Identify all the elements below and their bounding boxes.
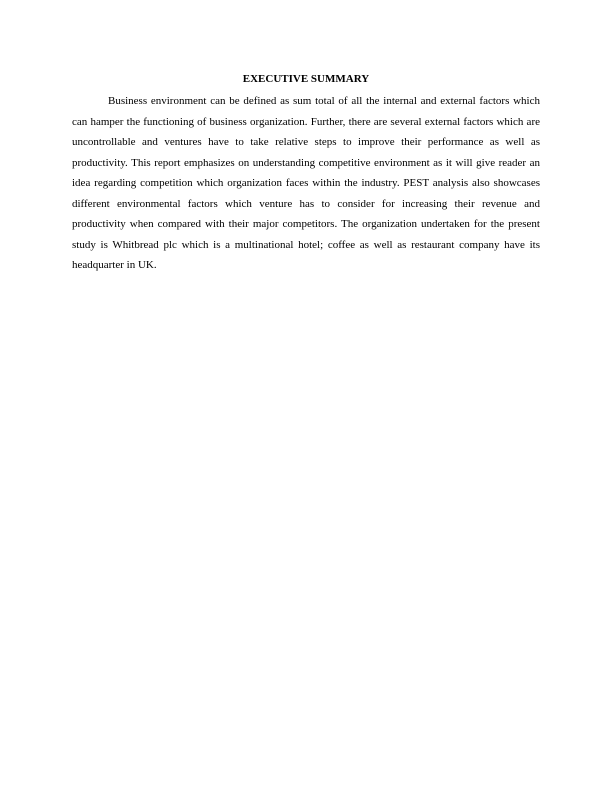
summary-paragraph: Business environment can be defined as sum total of all the internal and external factors which can hamper the functioning of business organization. Further, there are several external factors which are uncontrollable and ventures have to take relative steps to improve their performance as well as productivity. This report emphasizes on understanding competitive environment as it will give reader an idea regarding competition which organization faces within the industry. PEST analysis also showcases different environmental factors which venture has to consider for increasing their revenue and productivity when compared with their major competitors. The organization undertaken for the present study is Whitbread plc which is a multinational hotel; coffee as well as restaurant company have its headquarter in UK. [72,95,540,271]
section-heading: EXECUTIVE SUMMARY [242,73,370,85]
